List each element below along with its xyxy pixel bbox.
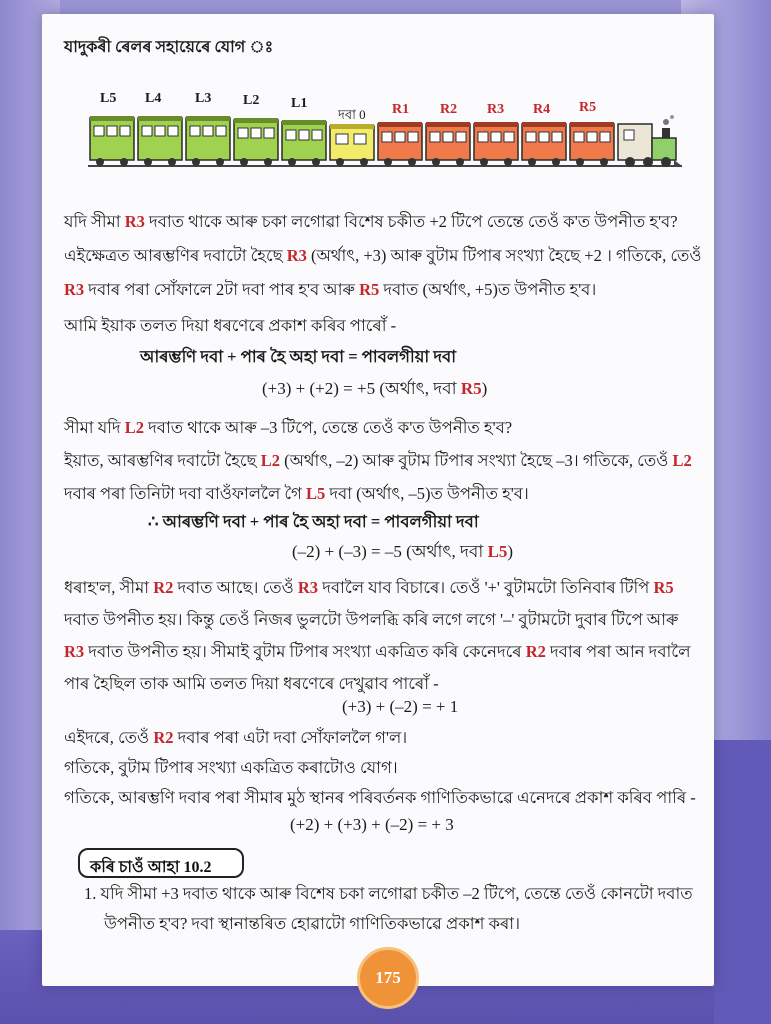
- para2-line2: ইয়াত, আৰম্ভণিৰ দবাটো হৈছে L2 (অৰ্থাৎ, –2) আৰু বুটাম টিপাৰ সংখ্যা হৈছে –3। গতিকে, তেওঁ L2: [64, 451, 692, 470]
- para2-equation: (–2) + (–3) = –5 (অৰ্থাৎ, দবা L5): [292, 542, 514, 561]
- para1-line4: আমি ইয়াক তলত দিয়া ধৰণেৰে প্ৰকাশ কৰিব পাৰোঁ -: [64, 316, 397, 335]
- train-label-l1: L1: [291, 96, 308, 111]
- para2-rule: ∴ আৰম্ভণি দবা + পাৰ হৈ অহা দবা = পাবলগীয়া দবা: [148, 512, 479, 531]
- car-r2: [426, 122, 470, 166]
- para3-equation-2: (+2) + (+3) + (–2) = + 3: [290, 815, 454, 834]
- para1-equation: (+3) + (+2) = +5 (অৰ্থাৎ, দবা R5): [262, 379, 488, 398]
- para3-line4: পাৰ হৈছিল তাক আমি তলত দিয়া ধৰণেৰে দেখুৱাব পাৰোঁ -: [64, 674, 439, 693]
- train-label-l4: L4: [145, 91, 162, 106]
- right-purple-band: [714, 740, 771, 1024]
- car-zero: [330, 124, 374, 166]
- para3-line3: R3 দবাত উপনীত হয়। সীমাই বুটাম টিপাৰ সংখ্যা একত্ৰিত কৰি কেনেদৰে R2 দবাৰ পৰা আন দবালৈ: [64, 642, 691, 661]
- train-label-l5: L5: [100, 91, 117, 106]
- engine: [618, 115, 682, 167]
- exercise-title: কৰি চাওঁ আহা 10.2: [90, 859, 212, 876]
- train-label-r5: R5: [579, 100, 597, 115]
- train-label-l2: L2: [243, 93, 260, 108]
- train-label-r4: R4: [533, 102, 551, 117]
- car-r1: [378, 122, 422, 166]
- train-label-r2: R2: [440, 102, 458, 117]
- page-number-badge: [357, 947, 419, 1009]
- car-l5: [90, 116, 134, 166]
- para2-line1: সীমা যদি L2 দবাত থাকে আৰু –3 টিপে, তেন্তে তেওঁ ক'ত উপনীত হ'ব?: [64, 418, 513, 437]
- exercise-q1-line2: উপনীত হ'ব? দবা স্থানান্তৰিত হোৱাটো গাণিতিকভাৱে প্ৰকাশ কৰা।: [104, 914, 520, 933]
- car-l1: [282, 120, 326, 166]
- car-r4: [522, 122, 566, 166]
- para3-equation: (+3) + (–2) = + 1: [342, 697, 459, 716]
- car-l3: [186, 116, 230, 166]
- exercise-q1-line1: 1. যদি সীমা +3 দবাত থাকে আৰু বিশেষ চকা লগোৱা চকীত –2 টিপে, তেন্তে তেওঁ কোনটো দবাত: [84, 884, 693, 903]
- para1-line3: R3 দবাৰ পৰা সোঁফালে 2টা দবা পাৰ হ'ব আৰু R5 দবাত (অৰ্থাৎ, +5)ত উপনীত হ'ব।: [64, 280, 597, 299]
- para3-line1: ধৰাহ'ল, সীমা R2 দবাত আছে। তেওঁ R3 দবালৈ যাব বিচাৰে। তেওঁ '+' বুটামটো তিনিবাৰ টিপি R5: [64, 578, 674, 597]
- exercise-title-box: [78, 848, 244, 878]
- car-l2: [234, 118, 278, 166]
- train-label-l3: L3: [195, 91, 212, 106]
- train-drawing: [88, 104, 682, 180]
- para1-line1: যদি সীমা R3 দবাত থাকে আৰু চকা লগোৱা বিশেষ চকীত +2 টিপে তেন্তে তেওঁ ক'ত উপনীত হ'ব?: [64, 212, 678, 231]
- section-heading: যাদুকৰী ৰেলৰ সহায়েৰে যোগ ঃ: [64, 39, 274, 56]
- para1-line2: এইক্ষেত্ৰত আৰম্ভণিৰ দবাটো হৈছে R3 (অৰ্থাৎ, +3) আৰু বুটাম টিপাৰ সংখ্যা হৈছে +2 । গতিকে, তেওঁ: [64, 246, 702, 265]
- car-r3: [474, 122, 518, 166]
- train-label-center: দবা 0: [338, 107, 366, 122]
- car-l4: [138, 116, 182, 166]
- para2-line3: দবাৰ পৰা তিনিটা দবা বাওঁফাললৈ গৈ L5 দবা (অৰ্থাৎ, –5)ত উপনীত হ'ব।: [64, 484, 529, 503]
- para3-line6: গতিকে, বুটাম টিপাৰ সংখ্যা একত্ৰিত কৰাটোও যোগ।: [64, 758, 398, 777]
- train-label-r3: R3: [487, 102, 505, 117]
- para3-line7: গতিকে, আৰম্ভণি দবাৰ পৰা সীমাৰ মুঠ স্থানৰ পৰিবৰ্তনক গাণিতিকভাৱে এনেদৰে প্ৰকাশ কৰিব পাৰি -: [64, 788, 696, 807]
- car-r5: [570, 122, 614, 166]
- para3-line5: এইদৰে, তেওঁ R2 দবাৰ পৰা এটা দবা সোঁফাললৈ গ'ল।: [64, 728, 408, 747]
- para3-line2: দবাত উপনীত হয়। কিন্তু তেওঁ নিজৰ ভুলটো উপলব্ধি কৰি লগে লগে '–' বুটামটো দুবাৰ টিপে আৰু: [64, 610, 679, 629]
- page-number: 175: [375, 968, 401, 987]
- para1-rule: আৰম্ভণি দবা + পাৰ হৈ অহা দবা = পাবলগীয়া দবা: [140, 347, 456, 366]
- train-label-r1: R1: [392, 102, 410, 117]
